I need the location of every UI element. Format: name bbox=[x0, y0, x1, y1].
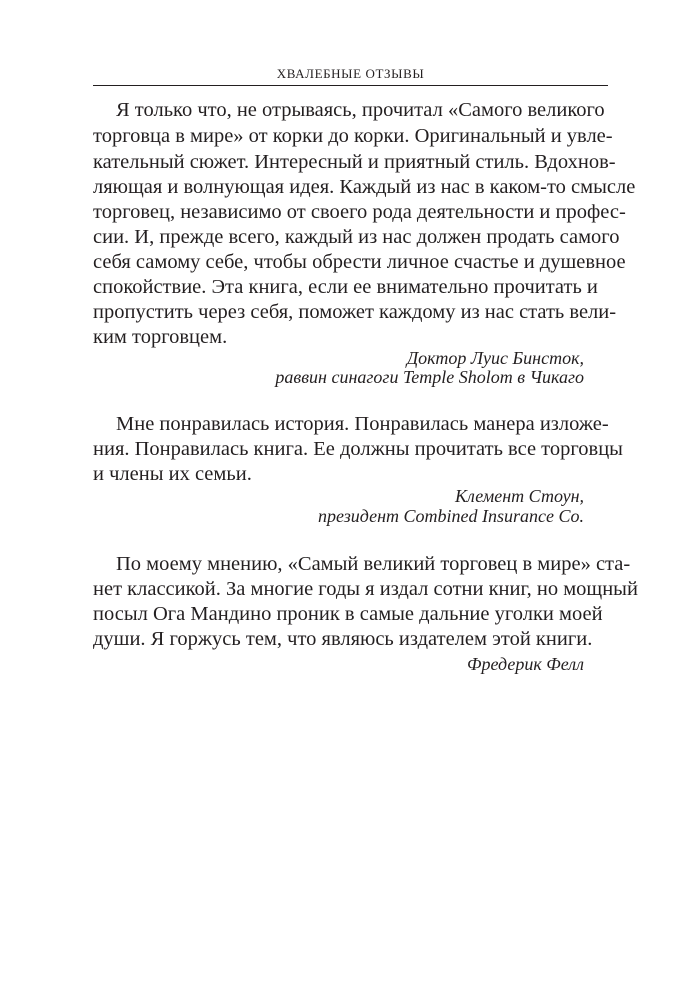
review-3-line: души. Я горжусь тем, что являюсь издателем этой книги. bbox=[93, 628, 593, 650]
review-1-line: ляющая и волнующая идея. Каждый из нас в каком-то смысле bbox=[93, 176, 636, 198]
review-1-line: ким торговцем. bbox=[93, 326, 228, 348]
review-3-line: посыл Ога Мандино проник в самые дальние уголки моей bbox=[93, 603, 603, 625]
header-rule bbox=[93, 85, 608, 86]
review-1-author: Доктор Луис Бинсток, bbox=[406, 348, 584, 368]
review-3-author: Фредерик Фелл bbox=[467, 654, 584, 674]
review-1-line: спокойствие. Эта книга, если ее внимательно прочитать и bbox=[93, 276, 598, 298]
review-1-line: торговца в мире» от корки до корки. Оригинальный и увле- bbox=[93, 125, 613, 147]
review-2-line: ния. Понравилась книга. Ее должны прочитать все торговцы bbox=[93, 438, 623, 460]
review-1-line: Я только что, не отрываясь, прочитал «Самого великого bbox=[116, 99, 605, 121]
review-1-line: кательный сюжет. Интересный и приятный стиль. Вдохнов- bbox=[93, 151, 616, 173]
review-2-author: Клемент Стоун, bbox=[454, 486, 584, 506]
review-1-line: торговец, независимо от своего рода деятельности и профес- bbox=[93, 201, 626, 223]
review-3-line: По моему мнению, «Самый великий торговец в мире» ста- bbox=[116, 553, 631, 575]
review-3-line: нет классикой. За многие годы я издал сотни книг, но мощный bbox=[93, 578, 638, 600]
review-1-line: пропустить через себя, поможет каждому из нас стать вели- bbox=[93, 301, 617, 323]
review-1-role: раввин синагоги Temple Sholom в Чикаго bbox=[275, 367, 584, 387]
review-2-role: президент Combined Insurance Co. bbox=[317, 506, 584, 526]
review-2-line: Мне понравилась история. Понравилась манера изложе- bbox=[116, 413, 609, 435]
running-head: ХВАЛЕБНЫЕ ОТЗЫВЫ bbox=[276, 66, 425, 81]
review-1-line: себя самому себе, чтобы обрести личное счастье и душевное bbox=[93, 251, 626, 273]
review-2-line: и члены их семьи. bbox=[93, 463, 252, 485]
review-1-line: сии. И, прежде всего, каждый из нас должен продать самого bbox=[93, 226, 620, 248]
